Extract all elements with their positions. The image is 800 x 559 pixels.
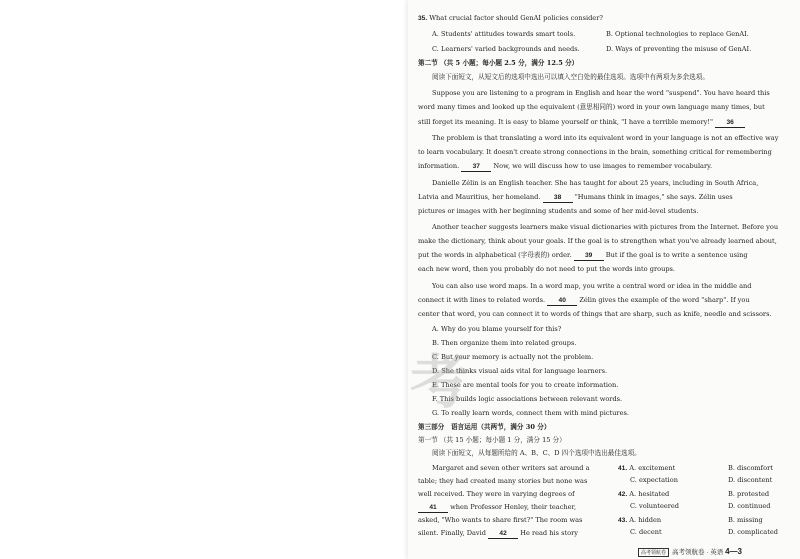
- choice-42-d: D. continued: [728, 502, 771, 510]
- option-a: A. Why do you blame yourself for this?: [432, 325, 562, 333]
- exam-page: [408, 0, 800, 559]
- passage-line: Danielle Zélin is an English teacher. She has taught for about 25 years, including in South Africa,: [432, 179, 759, 187]
- cloze-line: Margaret and seven other writers sat around a: [432, 464, 590, 472]
- choice-42: 42. A. hesitated: [618, 490, 670, 498]
- option-c: C. Learners' varied backgrounds and needs.: [432, 45, 580, 53]
- choice-43-d: D. complicated: [728, 528, 778, 536]
- option-e: E. These are mental tools for you to create information.: [432, 381, 619, 389]
- choice-43: 43. A. hidden: [618, 516, 662, 524]
- footer-badge: 高考领航卷: [638, 548, 669, 557]
- page-number: 4—3: [725, 547, 743, 556]
- part3-subheader: 第一节 （共 15 小题；每小题 1 分，满分 15 分）: [418, 436, 566, 444]
- blank-37[interactable]: 37: [461, 163, 491, 172]
- passage-line: to learn vocabulary. It doesn't create strong connections in the brain, something critical for remembering: [418, 148, 772, 156]
- passage-line: Latvia and Mauritius, her homeland. 38 "Humans think in images," she says. Zélin uses: [418, 193, 733, 201]
- passage-line: Suppose you are listening to a program in English and hear the word "suspend". You have heard this: [432, 89, 770, 97]
- choice-42-b: B. protested: [728, 490, 770, 498]
- watermark: 考: [410, 348, 469, 416]
- option-d: D. Ways of preventing the misuse of GenAI.: [606, 45, 752, 53]
- blank-40[interactable]: 40: [547, 297, 577, 306]
- cloze-line: silent. Finally, David 42 He read his story: [418, 529, 578, 537]
- section-instruction: 阅读下面短文，从短文后的选项中选出可以填入空白处的最佳选项。选项中有两项为多余选项。: [432, 73, 709, 81]
- choice-41-c: C. expectation: [630, 476, 678, 484]
- passage-line: The problem is that translating a word into its equivalent word in your language is not an effective way: [432, 134, 779, 142]
- option-a: A. Students' attitudes towards smart tools.: [432, 30, 576, 38]
- passage-line: center that word, you can connect it to words of things that are sharp, such as knife, needle and scissors.: [418, 310, 772, 318]
- passage-line: You can also use word maps. In a word map, you write a central word or idea in the middle and: [432, 282, 752, 290]
- passage-line: word many times and looked up the equivalent (意思相同的) word in your own language many times, but: [418, 103, 765, 111]
- page-footer: [638, 547, 742, 557]
- cloze-line: table; they had created many stories but none was: [418, 477, 588, 485]
- blank-41[interactable]: 41: [418, 504, 448, 513]
- footer-text: 高考领航卷 · 英语: [672, 549, 724, 556]
- passage-line: Another teacher suggests learners make visual dictionaries with pictures from the Internet. Before you: [432, 223, 779, 231]
- option-d: D. She thinks visual aids vital for language learners.: [432, 367, 608, 375]
- choice-43-c: C. decent: [630, 528, 662, 536]
- question-35: [418, 14, 603, 23]
- section-header: 第二节 （共 5 小题；每小题 2.5 分，满分 12.5 分）: [418, 59, 579, 67]
- question-stem: What crucial factor should GenAI policies consider?: [429, 14, 603, 22]
- question-number: 35.: [418, 15, 428, 22]
- cloze-line: asked, "Who wants to share first?" The room was: [418, 516, 583, 524]
- blank-38[interactable]: 38: [543, 194, 573, 203]
- passage-line: still forget its meaning. It is easy to blame yourself or think, "I have a terrible memory!" 36: [418, 118, 745, 128]
- blank-39[interactable]: 39: [574, 252, 604, 261]
- passage-line: pictures or images with her beginning students and some of her mid-level students.: [418, 207, 699, 215]
- option-f: F. This builds logic associations between relevant words.: [432, 395, 623, 403]
- choice-41-b: B. discomfort: [728, 464, 773, 472]
- choice-42-c: C. volunteered: [630, 502, 680, 510]
- option-g: G. To really learn words, connect them with mind pictures.: [432, 409, 629, 417]
- passage-line: connect it with lines to related words. 40 Zélin gives the example of the word "sharp". If you: [418, 296, 750, 304]
- passage-line: information. 37 Now, we will discuss how to use images to remember vocabulary.: [418, 162, 713, 170]
- option-c: C. But your memory is actually not the problem.: [432, 353, 594, 361]
- choice-43-b: B. missing: [728, 516, 763, 524]
- blank-36[interactable]: 36: [715, 119, 745, 128]
- blank-42[interactable]: 42: [488, 530, 518, 539]
- passage-line: make the dictionary, think about your goals. If the goal is to strengthen what you've already learned about,: [418, 237, 777, 245]
- option-b: B. Optional technologies to replace GenAI.: [606, 30, 749, 38]
- passage-line: put the words in alphabetical (字母表的) order. 39 But if the goal is to write a sentence using: [418, 251, 748, 259]
- choice-41: 41. A. excitement: [618, 464, 676, 472]
- part3-header: 第三部分 语言运用（共两节，满分 30 分）: [418, 423, 551, 431]
- part3-instruction: 阅读下面短文，从每题所给的 A、B、C、D 四个选项中选出最佳选项。: [432, 449, 641, 457]
- option-b: B. Then organize them into related groups.: [432, 339, 577, 347]
- cloze-line: 41 when Professor Henley, their teacher,: [418, 503, 576, 513]
- cloze-line: well received. They were in varying degrees of: [418, 490, 575, 498]
- passage-line: each new word, then you probably do not need to put the words into groups.: [418, 265, 676, 273]
- choice-41-d: D. discontent: [728, 476, 773, 484]
